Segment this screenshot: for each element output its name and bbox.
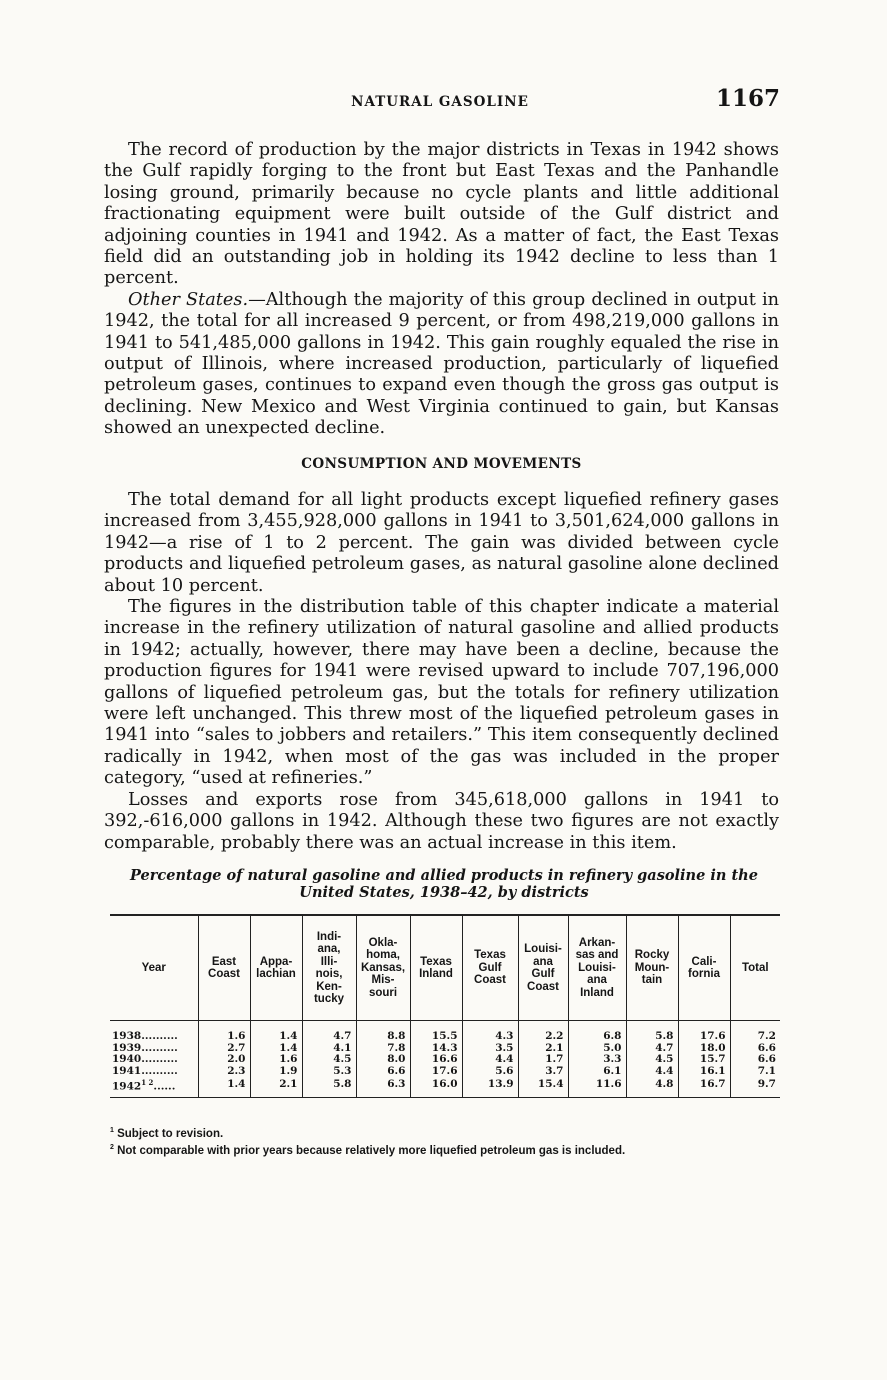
- dot-leader: ..........: [141, 1053, 178, 1065]
- column-header: [198, 915, 250, 1021]
- column-header: [110, 915, 198, 1021]
- column-header: [568, 915, 626, 1021]
- column-header: [518, 915, 568, 1021]
- value-cell: 2.0: [198, 1054, 250, 1066]
- value-cell: 18.0: [678, 1043, 730, 1055]
- value-cell: 15.4: [518, 1077, 568, 1098]
- value-cell: 2.1: [518, 1043, 568, 1055]
- value-cell: 9.7: [730, 1077, 780, 1098]
- value-cell: 5.8: [302, 1077, 356, 1098]
- value-cell: 1.7: [518, 1054, 568, 1066]
- value-cell: 8.8: [356, 1021, 410, 1043]
- value-cell: 4.1: [302, 1043, 356, 1055]
- value-cell: 6.6: [730, 1054, 780, 1066]
- year-value: 1942: [112, 1080, 142, 1093]
- value-cell: 15.5: [410, 1021, 462, 1043]
- intro-text: [104, 140, 779, 440]
- running-title: NATURAL GASOLINE: [351, 94, 529, 110]
- value-cell: 3.3: [568, 1054, 626, 1066]
- column-header: [250, 915, 302, 1021]
- footnote-text: Not comparable with prior years because relatively more liquefied petroleum gas is included.: [113, 1144, 626, 1157]
- dot-leader: ......: [153, 1080, 176, 1093]
- dot-leader: ..........: [141, 1064, 178, 1077]
- value-cell: 17.6: [678, 1021, 730, 1043]
- value-cell: 16.6: [410, 1054, 462, 1066]
- value-cell: 6.6: [356, 1066, 410, 1078]
- value-cell: 3.5: [462, 1043, 518, 1055]
- column-header-label: Indi- ana, Illi- nois, Ken- tucky: [313, 930, 345, 1005]
- value-cell: 2.2: [518, 1021, 568, 1043]
- value-cell: 15.7: [678, 1054, 730, 1066]
- dot-leader: ..........: [141, 1041, 178, 1054]
- table-caption: Percentage of natural gasoline and allied products in refinery gasoline in the United States, 1938–42, by districts: [130, 867, 758, 901]
- value-cell: 5.0: [568, 1043, 626, 1055]
- column-header-label: Appa- lachian: [256, 955, 296, 980]
- value-cell: 14.3: [410, 1043, 462, 1055]
- table-row: [110, 1021, 780, 1043]
- value-cell: 11.6: [568, 1077, 626, 1098]
- table-row: [110, 1066, 780, 1078]
- table-row: [110, 1054, 780, 1066]
- paragraph: The figures in the distribution table of this chapter indicate a material increase in the refinery utilization of natural gasoline and allied products in 1942; actually, however, there may have been a decline, because the production figures for 1941 were revised upward to include 707,196,000 gallons of liquefied petroleum gas, but the totals for refinery utilization were left unchanged. This threw most of the liquefied petroleum gases in 1941 into “sales to jobbers and retailers.” This item consequently declined radically in 1942, when most of the gas was included in the proper category, “used at refineries.”: [104, 597, 779, 789]
- value-cell: 7.8: [356, 1043, 410, 1055]
- value-cell: 7.1: [730, 1066, 780, 1078]
- value-cell: 6.1: [568, 1066, 626, 1078]
- value-cell: 6.6: [730, 1043, 780, 1055]
- footnote-mark: 1 2: [141, 1078, 154, 1087]
- column-header-label: Total: [741, 961, 769, 974]
- value-cell: 4.5: [302, 1054, 356, 1066]
- column-header-label: Rocky Moun- tain: [634, 949, 670, 987]
- column-header-label: Arkan- sas and Louisi- ana Inland: [575, 936, 619, 999]
- paragraph: Losses and exports rose from 345,618,000 gallons in 1941 to 392,-616,000 gallons in 1942. Although these two figures are not exactly comparable, probably there was an actual increase in this item.: [104, 789, 779, 853]
- value-cell: 1.6: [198, 1021, 250, 1043]
- dot-leader: ..........: [141, 1030, 178, 1042]
- paragraph-body: —Although the majority of this group declined in output in 1942, the total for all increased 9 percent, or from 498,219,000 gallons in 1941 to 541,485,000 gallons in 1942. This gain roughly equaled the rise in output of Illinois, where increased production, particularly of liquefied petroleum gases, continues to expand even though the gross gas output is declining. New Mexico and West Virginia continued to gain, but Kansas showed an unexpected decline.: [104, 289, 779, 439]
- table-body: [110, 1021, 780, 1098]
- year-cell: [110, 1077, 198, 1098]
- year-value: 1941: [112, 1064, 142, 1077]
- value-cell: 8.0: [356, 1054, 410, 1066]
- value-cell: 16.0: [410, 1077, 462, 1098]
- section-heading: CONSUMPTION AND MOVEMENTS: [301, 456, 582, 472]
- year-value: 1939: [112, 1041, 142, 1054]
- footnote-text: Subject to revision.: [113, 1127, 224, 1140]
- value-cell: 1.4: [250, 1021, 302, 1043]
- percentage-table: [110, 914, 780, 1098]
- value-cell: 5.8: [626, 1021, 678, 1043]
- footnote: [110, 1141, 790, 1158]
- run-in-heading: Other States.: [128, 289, 249, 310]
- column-header-label: Okla- homa, Kansas, Mis- souri: [360, 936, 406, 999]
- paragraph: The total demand for all light products except liquefied refinery gases increased from 3,455,928,000 gallons in 1941 to 3,501,624,000 gallons in 1942—a rise of 1 to 2 percent. The gain was divided between cycle products and liquefied petroleum gases, as natural gasoline alone declined about 10 percent.: [104, 490, 779, 596]
- column-header: [410, 915, 462, 1021]
- column-header-label: Texas Inland: [419, 955, 453, 980]
- column-header: [356, 915, 410, 1021]
- column-header: [678, 915, 730, 1021]
- value-cell: 4.8: [626, 1077, 678, 1098]
- value-cell: 4.7: [302, 1021, 356, 1043]
- table-row: [110, 1077, 780, 1098]
- column-header-label: Louisi- ana Gulf Coast: [524, 943, 562, 993]
- value-cell: 2.7: [198, 1043, 250, 1055]
- paragraph-other-states: [104, 290, 779, 440]
- footnote-mark: 1: [110, 1127, 114, 1134]
- value-cell: 4.5: [626, 1054, 678, 1066]
- section-text: [104, 490, 779, 854]
- value-cell: 6.3: [356, 1077, 410, 1098]
- year-cell: [110, 1021, 198, 1043]
- column-header: [626, 915, 678, 1021]
- footnotes: [110, 1124, 790, 1158]
- value-cell: 5.6: [462, 1066, 518, 1078]
- value-cell: 1.4: [250, 1043, 302, 1055]
- value-cell: 1.9: [250, 1066, 302, 1078]
- value-cell: 17.6: [410, 1066, 462, 1078]
- column-header-label: East Coast: [208, 955, 240, 980]
- value-cell: 4.3: [462, 1021, 518, 1043]
- column-header: [462, 915, 518, 1021]
- value-cell: 7.2: [730, 1021, 780, 1043]
- paragraph: The record of production by the major districts in Texas in 1942 shows the Gulf rapidly forging to the front but East Texas and the Panhandle losing ground, primarily because no cycle plants and little additional fractionating equipment were built outside of the Gulf district and adjoining counties in 1941 and 1942. As a matter of fact, the East Texas field did an outstanding job in holding its 1942 decline to less than 1 percent.: [104, 140, 779, 289]
- footnote-mark: 2: [110, 1143, 114, 1151]
- value-cell: 6.8: [568, 1021, 626, 1043]
- value-cell: 4.4: [462, 1054, 518, 1066]
- value-cell: 4.7: [626, 1043, 678, 1055]
- column-header-label: Texas Gulf Coast: [474, 949, 506, 987]
- value-cell: 5.3: [302, 1066, 356, 1078]
- value-cell: 2.1: [250, 1077, 302, 1098]
- year-value: 1940: [112, 1053, 142, 1065]
- footnote: [110, 1124, 790, 1141]
- value-cell: 16.7: [678, 1077, 730, 1098]
- value-cell: 13.9: [462, 1077, 518, 1098]
- value-cell: 1.6: [250, 1054, 302, 1066]
- value-cell: 2.3: [198, 1066, 250, 1078]
- value-cell: 16.1: [678, 1066, 730, 1078]
- column-header-label: Year: [141, 961, 166, 974]
- column-header-label: Cali- fornia: [688, 955, 720, 980]
- value-cell: 1.4: [198, 1077, 250, 1098]
- page-number: 1167: [715, 85, 780, 112]
- value-cell: 4.4: [626, 1066, 678, 1078]
- column-header: [302, 915, 356, 1021]
- year-cell: [110, 1066, 198, 1078]
- value-cell: 3.7: [518, 1066, 568, 1078]
- column-header: [730, 915, 780, 1021]
- year-value: 1938: [112, 1030, 142, 1042]
- table-header-row: [110, 915, 780, 1021]
